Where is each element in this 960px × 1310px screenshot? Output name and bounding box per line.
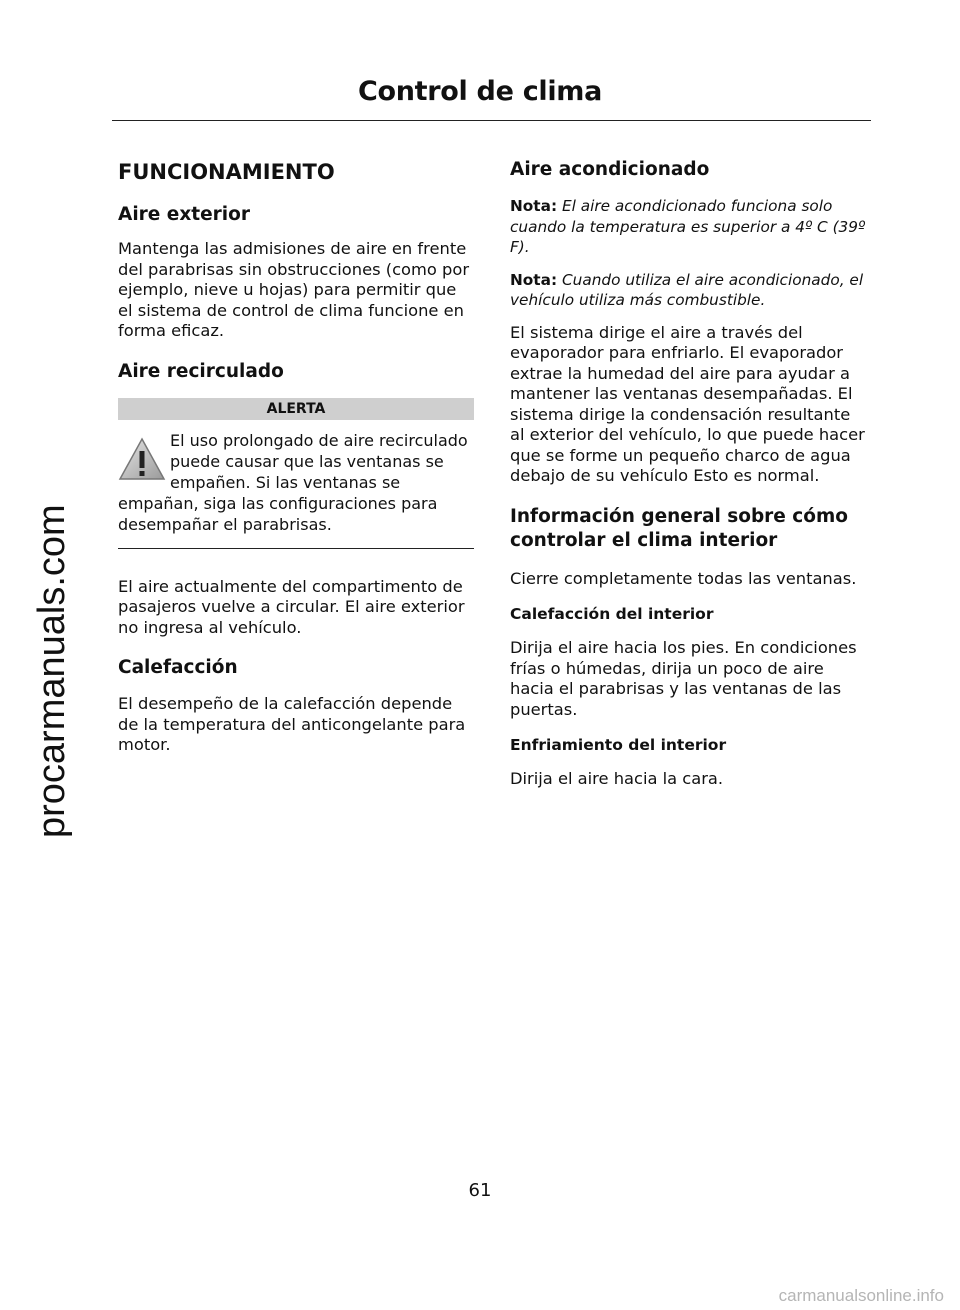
note-1-text: El aire acondicionado funciona solo cuando la temperatura es superior a 4º C (39º F). (510, 197, 866, 256)
alert-divider (118, 548, 474, 549)
heading-aire-recirculado: Aire recirculado (118, 360, 284, 382)
side-watermark: procarmanuals.com (31, 504, 73, 838)
text-info-general: Cierre completamente todas las ventanas. (510, 568, 857, 588)
heading-aire-acondicionado: Aire acondicionado (510, 159, 710, 180)
note-2 (510, 270, 868, 311)
alert-body (118, 430, 474, 535)
text-calefaccion-interior: Dirija el aire hacia los pies. En condiciones frías o húmedas, dirija un poco de aire hacia el parabrisas y las ventanas de las puertas. (510, 638, 857, 719)
note-1-label: Nota: (510, 197, 558, 215)
section-title: FUNCIONAMIENTO (118, 160, 335, 184)
text-enfriamiento-interior: Dirija el aire hacia la cara. (510, 769, 724, 788)
heading-calefaccion-interior: Calefacción del interior (510, 605, 714, 623)
text-calefaccion: El desempeño de la calefacción depende de la temperatura del anticongelante para motor. (118, 694, 466, 754)
note-2-label: Nota: (510, 270, 558, 289)
heading-info-general: Información general sobre cómo controlar el clima interior (510, 505, 848, 551)
text-aire-acondicionado: El sistema dirige el aire a través del evaporador para enfriarlo. El evaporador extrae la humedad del aire para ayudar a mantener las ventanas desempañadas. El sistema dirige la condensación resultante al exterior del vehículo, lo que puede hacer que se forme un pequeño charco de agua debajo de su vehículo Esto es normal. (510, 322, 865, 485)
alert-text: El uso prolongado de aire recirculado puede causar que las ventanas se empañen. Si las ventanas se empañan, siga las configuraciones para desempañar el parabrisas. (118, 430, 468, 534)
footer-watermark: carmanualsonline.info (778, 1286, 944, 1305)
heading-aire-exterior: Aire exterior (118, 204, 250, 225)
text-aire-recirculado: El aire actualmente del compartimento de pasajeros vuelve a circular. El aire exterior no ingresa al vehículo. (118, 576, 465, 637)
left-column (118, 158, 474, 770)
heading-calefaccion: Calefacción (118, 657, 238, 678)
warning-triangle-icon (118, 436, 166, 482)
text-aire-exterior: Mantenga las admisiones de aire en frente del parabrisas sin obstrucciones (como por ejemplo, nieve u hojas) para permitir que el sistema de control de clima funcione en forma eficaz. (118, 239, 470, 340)
note-1 (510, 196, 868, 258)
alert-label: ALERTA (118, 398, 474, 420)
note-2-text: Cuando utiliza el aire acondicionado, el vehículo utiliza más combustible. (510, 270, 864, 309)
alert-box (118, 398, 474, 549)
right-column (510, 158, 868, 804)
heading-enfriamiento-interior: Enfriamiento del interior (510, 736, 727, 754)
page-title: Control de clima (357, 76, 603, 107)
header-divider (112, 120, 871, 121)
page-number: 61 (468, 1180, 492, 1201)
